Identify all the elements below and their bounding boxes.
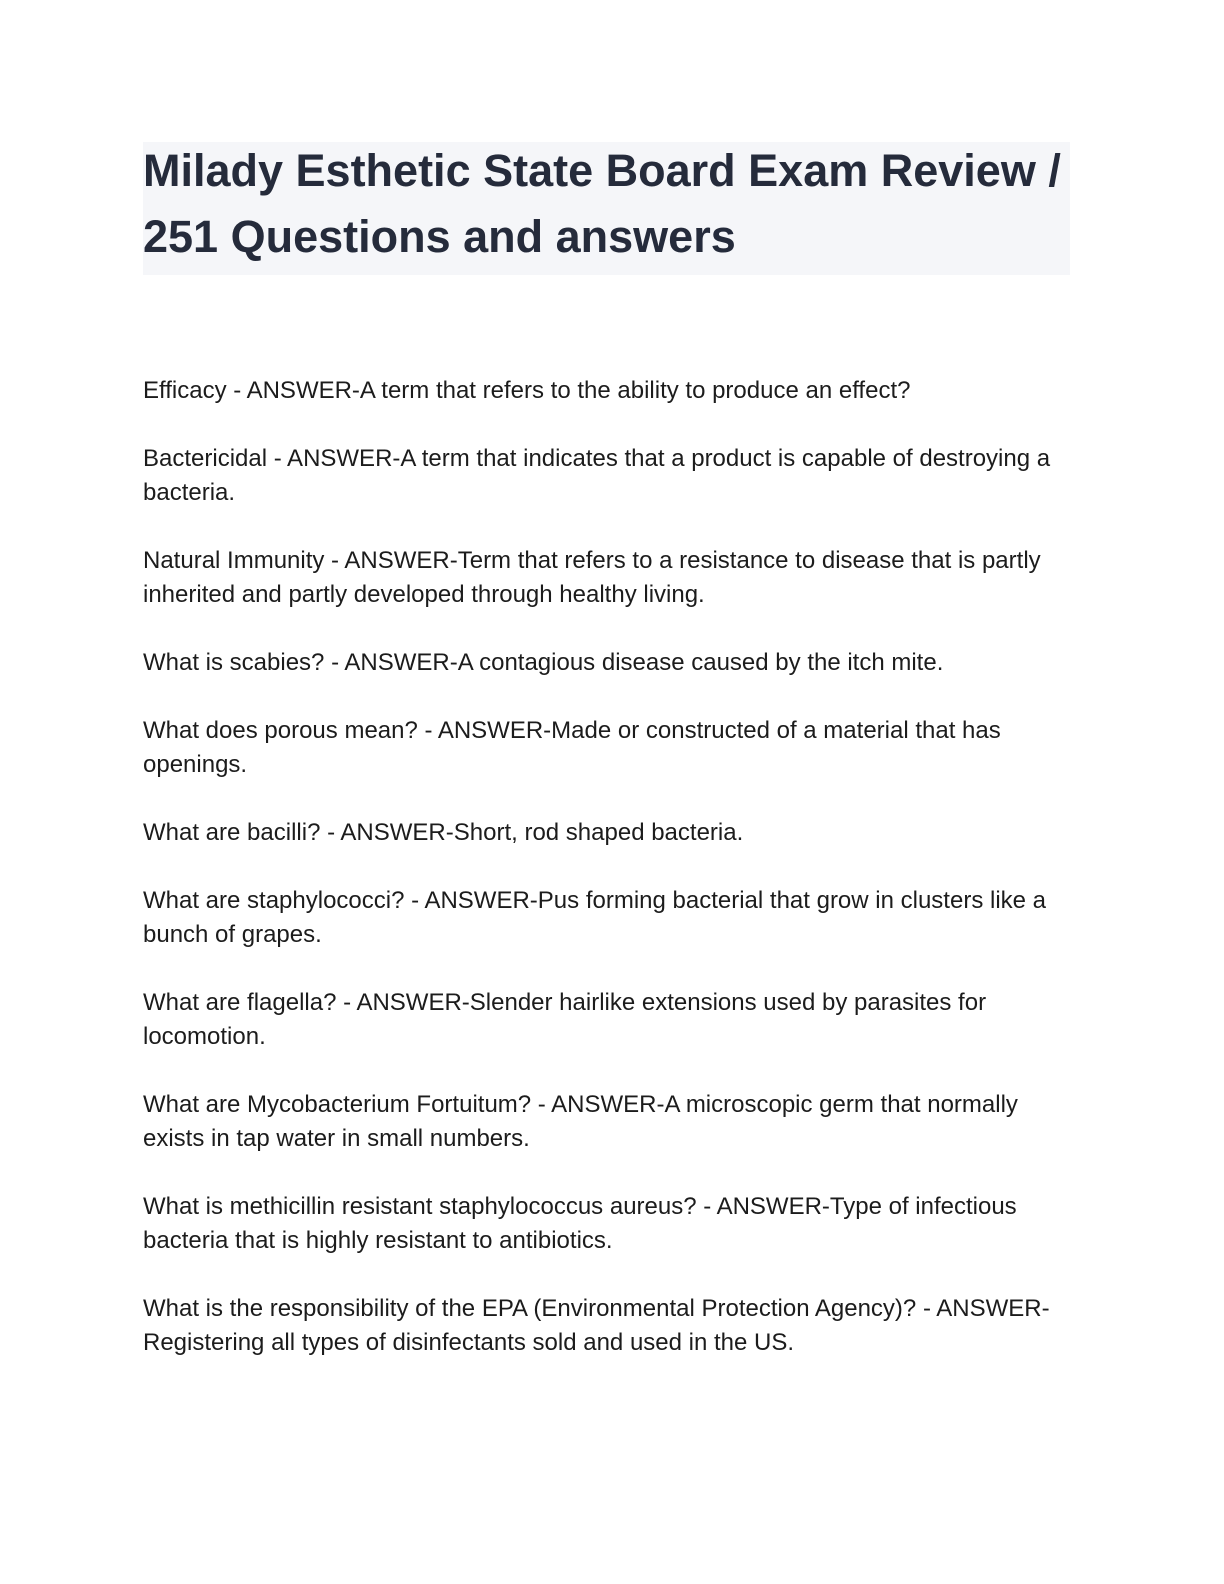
qa-item: What does porous mean? - ANSWER-Made or constructed of a material that has openings. [143, 717, 1001, 778]
qa-item: What is methicillin resistant staphylococcus aureus? - ANSWER-Type of infectious bacteria that is highly resistant to antibiotics. [143, 1193, 1017, 1254]
qa-item: What are flagella? - ANSWER-Slender hairlike extensions used by parasites for locomotion. [143, 989, 987, 1050]
qa-item: Bactericidal - ANSWER-A term that indicates that a product is capable of destroying a bacteria. [143, 445, 1051, 506]
qa-item: What are bacilli? - ANSWER-Short, rod shaped bacteria. [143, 819, 744, 846]
qa-item: What are Mycobacterium Fortuitum? - ANSWER-A microscopic germ that normally exists in tap water in small numbers. [143, 1091, 1018, 1152]
document-title: Milady Esthetic State Board Exam Review / 251 Questions and answers [143, 145, 1061, 262]
qa-item: What are staphylococci? - ANSWER-Pus forming bacterial that grow in clusters like a bunch of grapes. [143, 887, 1047, 948]
qa-list [143, 374, 1073, 1394]
qa-item: Efficacy - ANSWER-A term that refers to the ability to produce an effect? [143, 377, 911, 404]
qa-item: What is the responsibility of the EPA (Environmental Protection Agency)? - ANSWER-Registering all types of disinfectants sold and used in the US. [143, 1295, 1050, 1356]
qa-item: What is scabies? - ANSWER-A contagious disease caused by the itch mite. [143, 649, 944, 676]
qa-item: Natural Immunity - ANSWER-Term that refers to a resistance to disease that is partly inherited and partly developed through healthy living. [143, 547, 1041, 608]
